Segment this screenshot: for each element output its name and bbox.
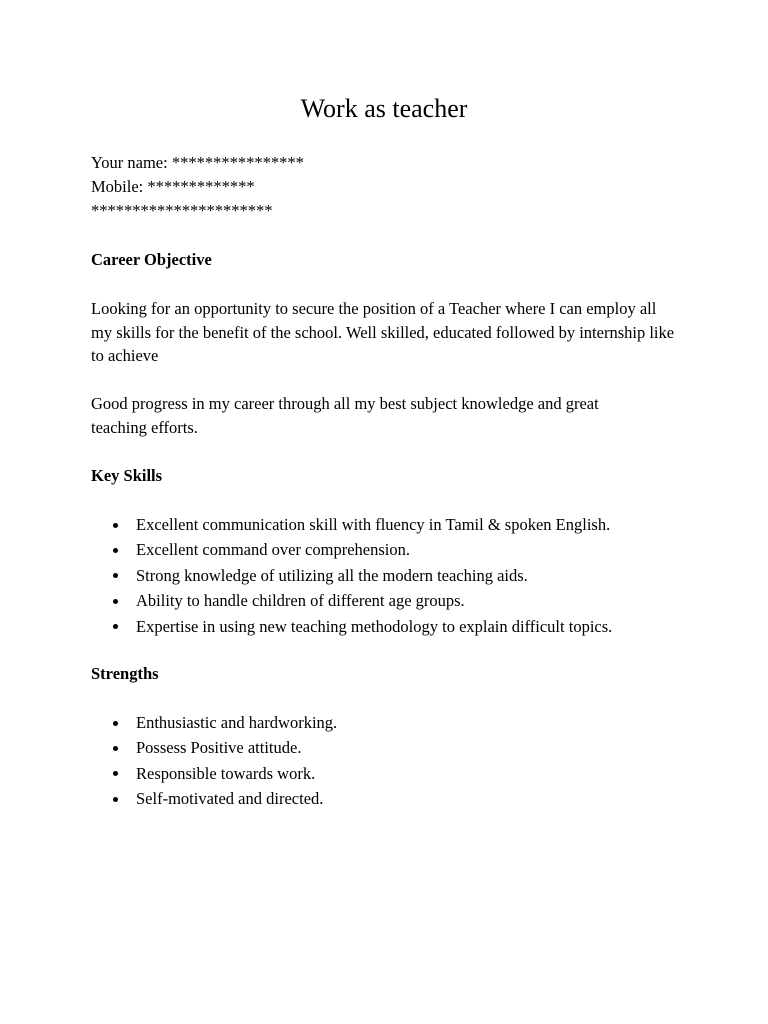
list-item [113,614,612,639]
contact-mobile-line: Mobile: ************* [91,177,255,196]
list-item-text: Self-motivated and directed. [136,789,324,809]
bullet-icon [113,771,118,776]
document-title: Work as teacher [300,94,468,123]
list-item [113,786,337,811]
career-objective-heading: Career Objective [91,250,212,269]
list-item-text: Responsible towards work. [136,763,316,783]
list-item [113,735,337,760]
list-item [113,710,337,735]
bullet-icon [113,721,118,726]
list-item-text: Ability to handle children of different age groups. [136,591,465,611]
list-item [113,563,612,588]
list-item-text: Excellent communication skill with fluency in Tamil & spoken English. [136,515,611,534]
bullet-icon [113,624,118,629]
strengths-list [113,710,337,812]
key-skills-heading: Key Skills [91,466,163,485]
strengths-heading: Strengths [91,664,159,683]
career-objective-paragraph-1: Looking for an opportunity to secure the position of a Teacher where I can employ all my skills for the benefit of the school. Well skilled, educated followed by internship like to achieve [91,299,675,365]
list-item [113,512,612,537]
list-item-text: Possess Positive attitude. [136,738,302,758]
list-item-text: Enthusiastic and hardworking. [136,713,338,732]
career-objective-paragraph-2: Good progress in my career through all my best subject knowledge and great teaching efforts. [91,394,599,437]
bullet-icon [113,548,118,553]
bullet-icon [113,599,118,604]
contact-name-line: Your name: **************** [91,153,304,172]
bullet-icon [113,573,118,578]
key-skills-list [113,512,612,639]
bullet-icon [113,746,118,751]
list-item [113,588,612,613]
list-item-text: Expertise in using new teaching methodology to explain difficult topics. [136,616,613,636]
bullet-icon [113,797,118,802]
list-item [113,761,337,786]
bullet-icon [113,523,118,528]
contact-extra-line: ********************** [91,201,273,220]
list-item [113,537,612,562]
list-item-text: Excellent command over comprehension. [136,540,410,560]
list-item-text: Strong knowledge of utilizing all the modern teaching aids. [136,565,528,585]
